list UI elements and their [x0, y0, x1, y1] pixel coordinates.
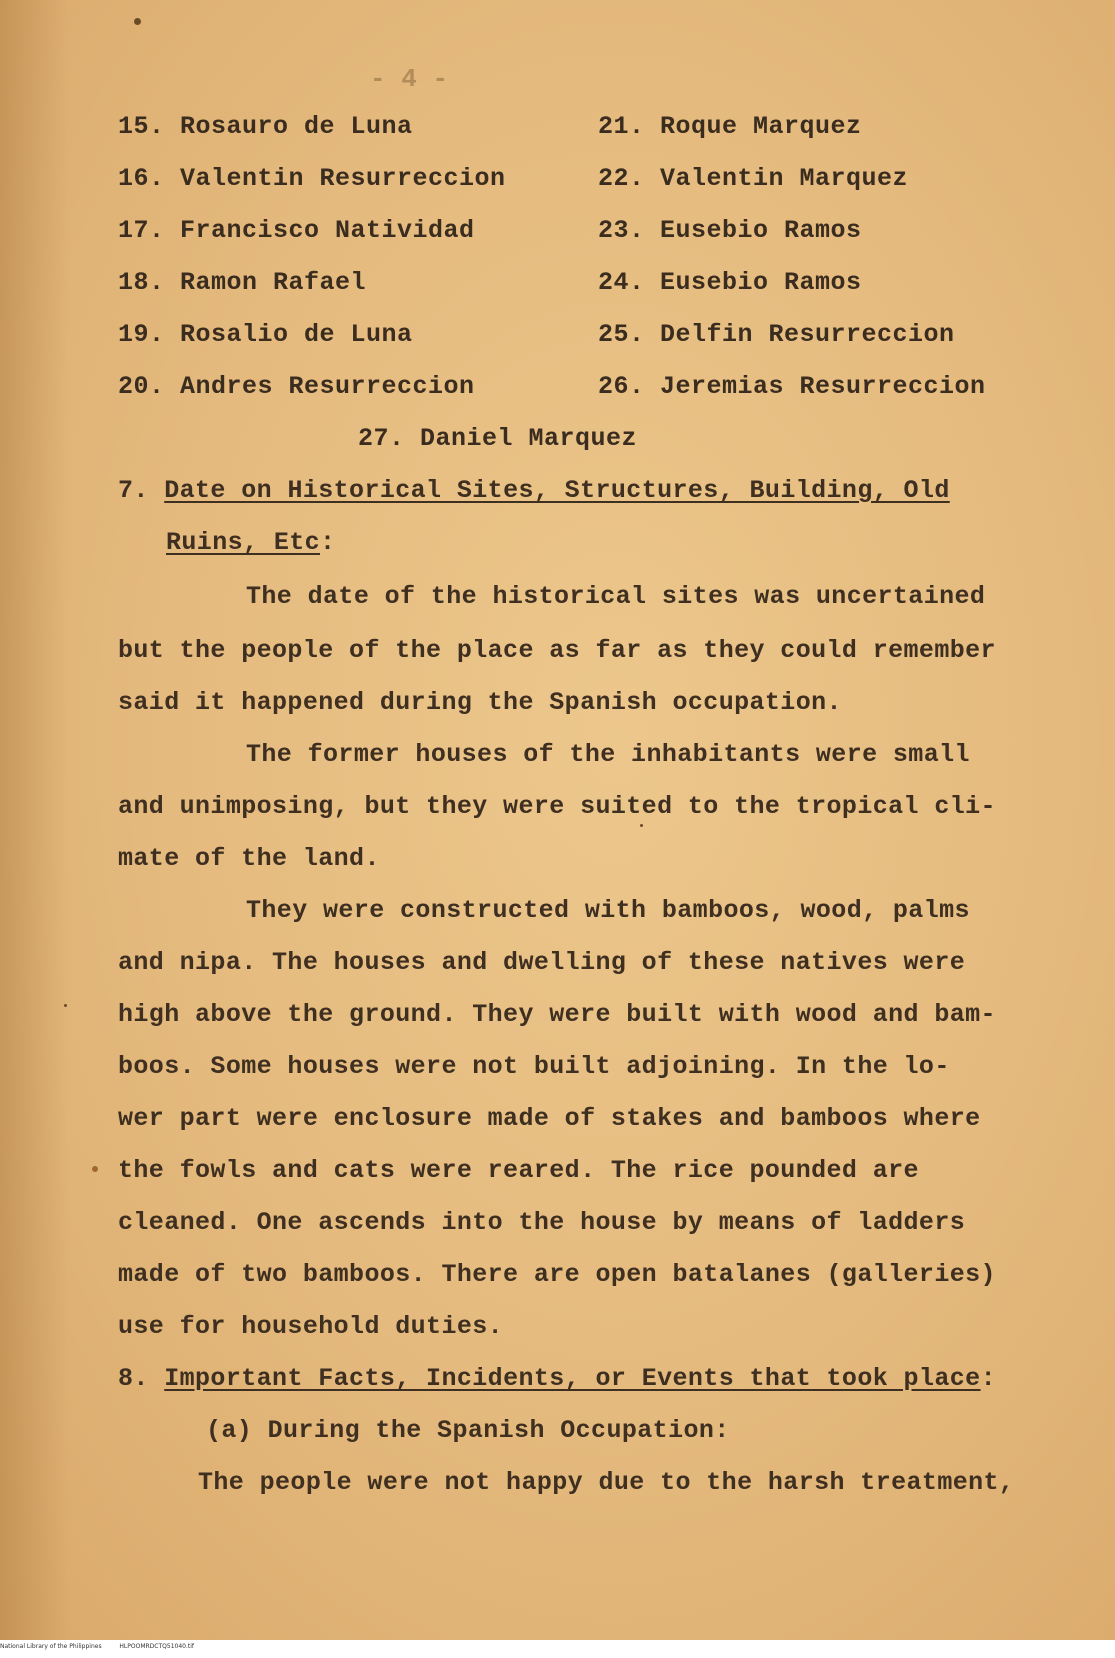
section-8-heading: [118, 1364, 1048, 1393]
section-title: Ruins, Etc: [166, 528, 321, 557]
paragraph-line: but the people of the place as far as they could remember: [118, 636, 996, 665]
paragraph-line: The date of the historical sites was uncertained: [246, 582, 986, 611]
list-item: 25. Delfin Resurreccion: [598, 320, 955, 349]
paragraph-line: They were constructed with bamboos, wood, palms: [246, 896, 970, 925]
list-item: 20. Andres Resurreccion: [118, 372, 475, 401]
section-7-heading: [118, 476, 1048, 505]
paragraph-line: high above the ground. They were built with wood and bam-: [118, 1000, 996, 1029]
section-title: Date on Historical Sites, Structures, Building, Old: [164, 476, 950, 505]
list-item: 22. Valentin Marquez: [598, 164, 909, 193]
list-item: 27. Daniel Marquez: [358, 424, 638, 453]
paragraph-line: the fowls and cats were reared. The rice pounded are: [118, 1156, 919, 1185]
list-item: 26. Jeremias Resurreccion: [598, 372, 986, 401]
section-number: 8.: [118, 1364, 149, 1393]
section-title-colon: :: [980, 1364, 996, 1393]
ink-speck: [92, 1166, 98, 1172]
list-item: 18. Ramon Rafael: [118, 268, 367, 297]
ink-speck: [640, 824, 643, 827]
ink-speck: [134, 18, 141, 25]
paragraph-line: boos. Some houses were not built adjoining. In the lo-: [118, 1052, 950, 1081]
paragraph-line: and unimposing, but they were suited to the tropical cli-: [118, 792, 996, 821]
list-item: 21. Roque Marquez: [598, 112, 862, 141]
list-item: 24. Eusebio Ramos: [598, 268, 862, 297]
paragraph-line: mate of the land.: [118, 844, 380, 873]
scan-footer: [0, 1643, 194, 1650]
subheading: (a) During the Spanish Occupation:: [206, 1416, 730, 1445]
page-number: - 4 -: [370, 64, 449, 94]
list-item: 23. Eusebio Ramos: [598, 216, 862, 245]
list-item: 15. Rosauro de Luna: [118, 112, 413, 141]
section-title: Important Facts, Incidents, or Events that took place: [164, 1364, 981, 1393]
paragraph-line: and nipa. The houses and dwelling of these natives were: [118, 948, 966, 977]
footer-file-id: HLPOOMRDCTQ51040.tif: [119, 1643, 195, 1650]
section-title-colon: :: [320, 528, 336, 557]
paragraph-line: The former houses of the inhabitants were small: [246, 740, 970, 769]
ink-speck: [64, 1004, 67, 1007]
section-number: 7.: [118, 476, 149, 505]
footer-library: National Library of the Philippines: [0, 1643, 102, 1650]
paragraph-line: The people were not happy due to the harsh treatment,: [198, 1468, 1015, 1497]
section-7-heading-cont: [166, 528, 1096, 557]
paragraph-line: use for household duties.: [118, 1312, 504, 1341]
list-item: 16. Valentin Resurreccion: [118, 164, 506, 193]
list-item: 17. Francisco Natividad: [118, 216, 475, 245]
paragraph-line: said it happened during the Spanish occupation.: [118, 688, 842, 717]
list-item: 19. Rosalio de Luna: [118, 320, 413, 349]
paragraph-line: made of two bamboos. There are open batalanes (galleries): [118, 1260, 996, 1289]
paragraph-line: wer part were enclosure made of stakes and bamboos where: [118, 1104, 981, 1133]
paragraph-line: cleaned. One ascends into the house by means of ladders: [118, 1208, 966, 1237]
